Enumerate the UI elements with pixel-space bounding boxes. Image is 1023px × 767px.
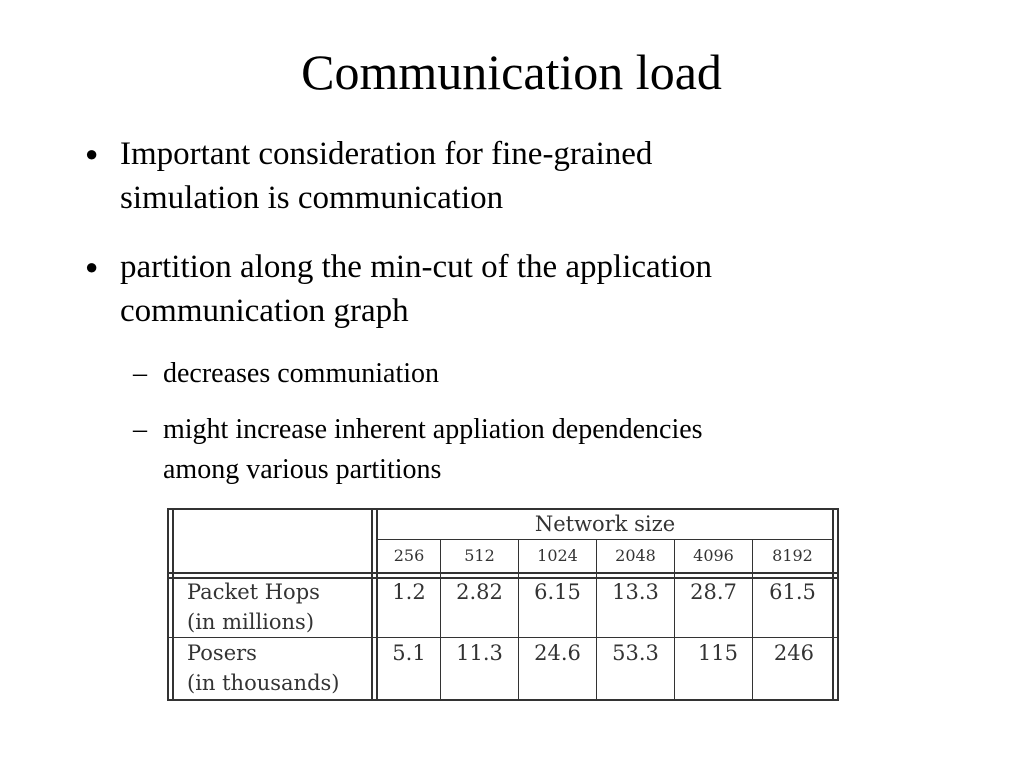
slide-title: Communication load [301,44,722,100]
table-cell: 6.15 [534,580,581,604]
row-label-line: Posers [187,641,257,665]
table-cell: 5.1 [392,641,426,665]
table-cell: 11.3 [456,641,503,665]
row-label-line: (in thousands) [187,671,340,695]
table-cell [753,638,832,668]
table-cell [675,638,752,668]
column-header: 2048 [615,546,656,565]
bullet-item [85,245,713,333]
bullet-line: communication graph [120,293,409,329]
subbullet-line: decreases communiation [163,358,440,389]
group-header-network-size: Network size [534,512,676,536]
bullet-dot-icon: ● [85,254,99,279]
table-cell: 28.7 [690,580,737,604]
row-label-line: (in millions) [187,610,315,634]
bullet-line: simulation is communication [120,180,504,216]
column-header: 8192 [772,546,813,565]
subbullet-line: among various partitions [163,454,442,485]
column-header: 256 [393,546,425,565]
network-size-table [167,508,839,701]
column-header: 512 [464,546,495,565]
table-cell: 24.6 [534,641,581,665]
bullet-line: Important consideration for fine-grained [120,136,653,172]
subbullet-item [133,354,440,394]
table-cell: 1.2 [392,580,426,604]
column-header: 1024 [537,546,578,565]
bullet-dot-icon: ● [85,141,99,166]
bullet-item [85,132,653,220]
table-cell-value: 115 [697,641,738,665]
bullet-line: partition along the min-cut of the application [120,249,713,285]
column-header: 4096 [693,546,734,565]
dash-icon: – [133,358,147,389]
subbullet-line: might increase inherent appliation dependencies [163,414,703,445]
subbullet-item [133,410,703,490]
row-label-line: Packet Hops [187,580,320,604]
dash-icon: – [133,414,147,445]
table-cell: 61.5 [769,580,816,604]
table-cell: 53.3 [612,641,659,665]
row-label [187,577,320,637]
row-label [187,638,339,698]
table-cell-value: 246 [773,641,814,665]
table-cell: 13.3 [612,580,659,604]
table-cell: 2.82 [456,580,503,604]
